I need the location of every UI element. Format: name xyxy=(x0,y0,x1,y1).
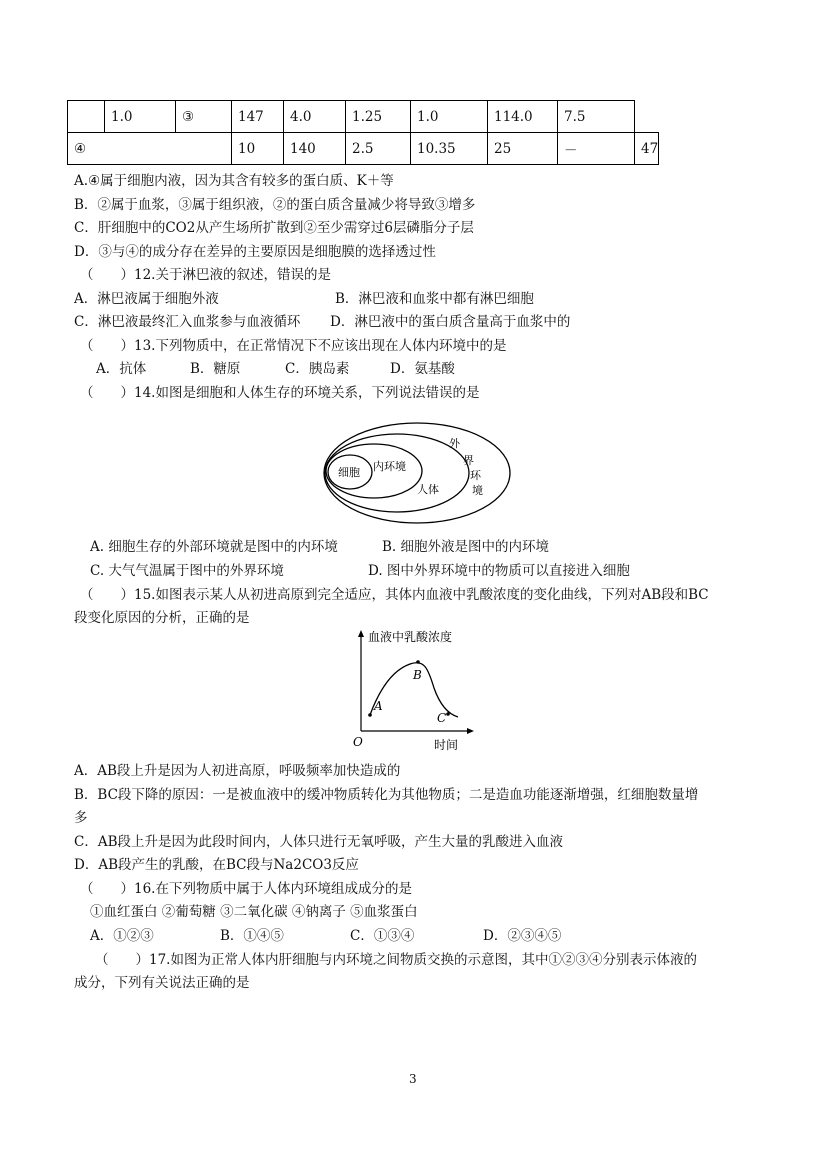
q16-option-a: A．①②③ xyxy=(90,928,154,944)
q16-option-b: B．①④⑤ xyxy=(220,928,284,944)
table-cell: 47 xyxy=(635,133,659,165)
outer-label-3: 环 xyxy=(470,469,481,482)
y-axis-label: 血液中乳酸浓度 xyxy=(368,630,453,644)
q17-stem-line1: （ ）17.如图为正常人体内肝细胞与内环境之间物质交换的示意图，其中①②③④分别表示体液的 xyxy=(95,952,697,968)
q15-option-b-line2: 多 xyxy=(74,810,88,826)
table-cell: 147 xyxy=(232,101,284,133)
q11-option-d: D．③与④的成分存在差异的主要原因是细胞膜的选择透过性 xyxy=(74,244,436,260)
outer-label-4: 境 xyxy=(472,484,483,497)
table-row xyxy=(68,101,659,133)
q11-option-a: A.④属于细胞内液，因为其含有较多的蛋白质、K＋等 xyxy=(74,173,394,189)
q17-stem-line2: 成分，下列有关说法正确的是 xyxy=(74,975,250,991)
table-cell xyxy=(68,101,105,133)
body-label: 人体 xyxy=(417,483,439,496)
page-number: 3 xyxy=(409,1072,417,1086)
origin-label: O xyxy=(353,735,363,749)
table-cell: 1.25 xyxy=(346,101,411,133)
q14-option-a: A. 细胞生存的外部环境就是图中的内环境 xyxy=(90,539,338,555)
table-cell: ④ xyxy=(68,133,232,165)
table-cell: － xyxy=(558,133,635,165)
point-b-label: B xyxy=(413,668,422,682)
table-cell: 2.5 xyxy=(346,133,411,165)
table-cell: 140 xyxy=(284,133,346,165)
q12-option-b: B．淋巴液和血浆中都有淋巴细胞 xyxy=(335,291,534,307)
q16-items: ①血红蛋白 ②葡萄糖 ③二氧化碳 ④钠离子 ⑤血浆蛋白 xyxy=(90,904,418,920)
q12-stem: （ ）12.关于淋巴液的叙述，错误的是 xyxy=(80,267,331,283)
table-cell: 10.35 xyxy=(411,133,488,165)
q11-option-b: B．②属于血浆，③属于组织液，②的蛋白质含量减少将导致③增多 xyxy=(74,197,476,213)
q11-option-c: C．肝细胞中的CO2从产生场所扩散到②至少需穿过6层磷脂分子层 xyxy=(74,220,474,236)
table-cell: 7.5 xyxy=(558,101,635,133)
q12-option-a: A．淋巴液属于细胞外液 xyxy=(74,291,219,307)
point-a-marker xyxy=(368,713,372,717)
table-row xyxy=(68,133,659,165)
q15-stem-line2: 段变化原因的分析，正确的是 xyxy=(74,610,250,626)
q13-option-c: C．胰岛素 xyxy=(285,361,350,377)
q12-option-d: D．淋巴液中的蛋白质含量高于血浆中的 xyxy=(330,314,571,330)
environment-diagram xyxy=(322,422,512,526)
x-axis-label: 时间 xyxy=(434,738,459,752)
lactic-acid-chart xyxy=(348,628,478,754)
y-axis-arrow xyxy=(358,630,364,637)
q14-option-d: D. 图中外界环境中的物质可以直接进入细胞 xyxy=(368,563,630,579)
table-cell: 1.0 xyxy=(105,101,176,133)
table-cell: 25 xyxy=(488,133,558,165)
point-c-label: C xyxy=(437,711,447,725)
q15-option-d: D．AB段产生的乳酸，在BC段与Na2CO3反应 xyxy=(74,857,359,873)
q13-option-a: A．抗体 xyxy=(96,361,147,377)
q14-stem: （ ）14.如图是细胞和人体生存的环境关系，下列说法错误的是 xyxy=(80,385,480,401)
point-c-marker xyxy=(446,712,450,716)
q13-option-b: B．糖原 xyxy=(190,361,241,377)
internal-environment-label: 内环境 xyxy=(373,460,406,473)
outer-label-1: 外 xyxy=(449,437,460,450)
q15-stem-line1: （ ）15.如图表示某人从初进高原到完全适应，其体内血液中乳酸浓度的变化曲线，下列对AB段和BC xyxy=(80,587,709,603)
q15-option-a: A．AB段上升是因为人初进高原，呼吸频率加快造成的 xyxy=(74,763,401,779)
outer-label-2: 界 xyxy=(463,454,474,467)
point-a-label: A xyxy=(374,699,383,713)
x-axis-arrow xyxy=(467,728,474,734)
table-cell: ③ xyxy=(176,101,232,133)
table-cell: 114.0 xyxy=(488,101,558,133)
q15-option-c: C．AB段上升是因为此段时间内，人体只进行无氧呼吸，产生大量的乳酸进入血液 xyxy=(74,834,563,850)
table-cell: 4.0 xyxy=(284,101,346,133)
q13-option-d: D．氨基酸 xyxy=(390,361,455,377)
table-cell: 1.0 xyxy=(411,101,488,133)
q14-option-b: B. 细胞外液是图中的内环境 xyxy=(382,539,550,555)
q16-option-c: C．①③④ xyxy=(350,928,415,944)
cell-label: 细胞 xyxy=(338,466,360,479)
q15-option-b-line1: B．BC段下降的原因：一是被血液中的缓冲物质转化为其他物质；二是造血功能逐渐增强，红细胞数量增 xyxy=(74,787,699,803)
q13-stem: （ ）13.下列物质中，在正常情况下不应该出现在人体内环境中的是 xyxy=(80,338,507,354)
table-cell: 10 xyxy=(232,133,284,165)
ion-table xyxy=(67,100,659,165)
q16-stem: （ ）16.在下列物质中属于人体内环境组成成分的是 xyxy=(80,881,412,897)
q16-option-d: D．②③④⑤ xyxy=(483,928,562,944)
q12-option-c: C．淋巴液最终汇入血浆参与血液循环 xyxy=(74,314,301,330)
q14-option-c: C. 大气气温属于图中的外界环境 xyxy=(90,563,284,579)
point-b-marker xyxy=(416,660,420,664)
